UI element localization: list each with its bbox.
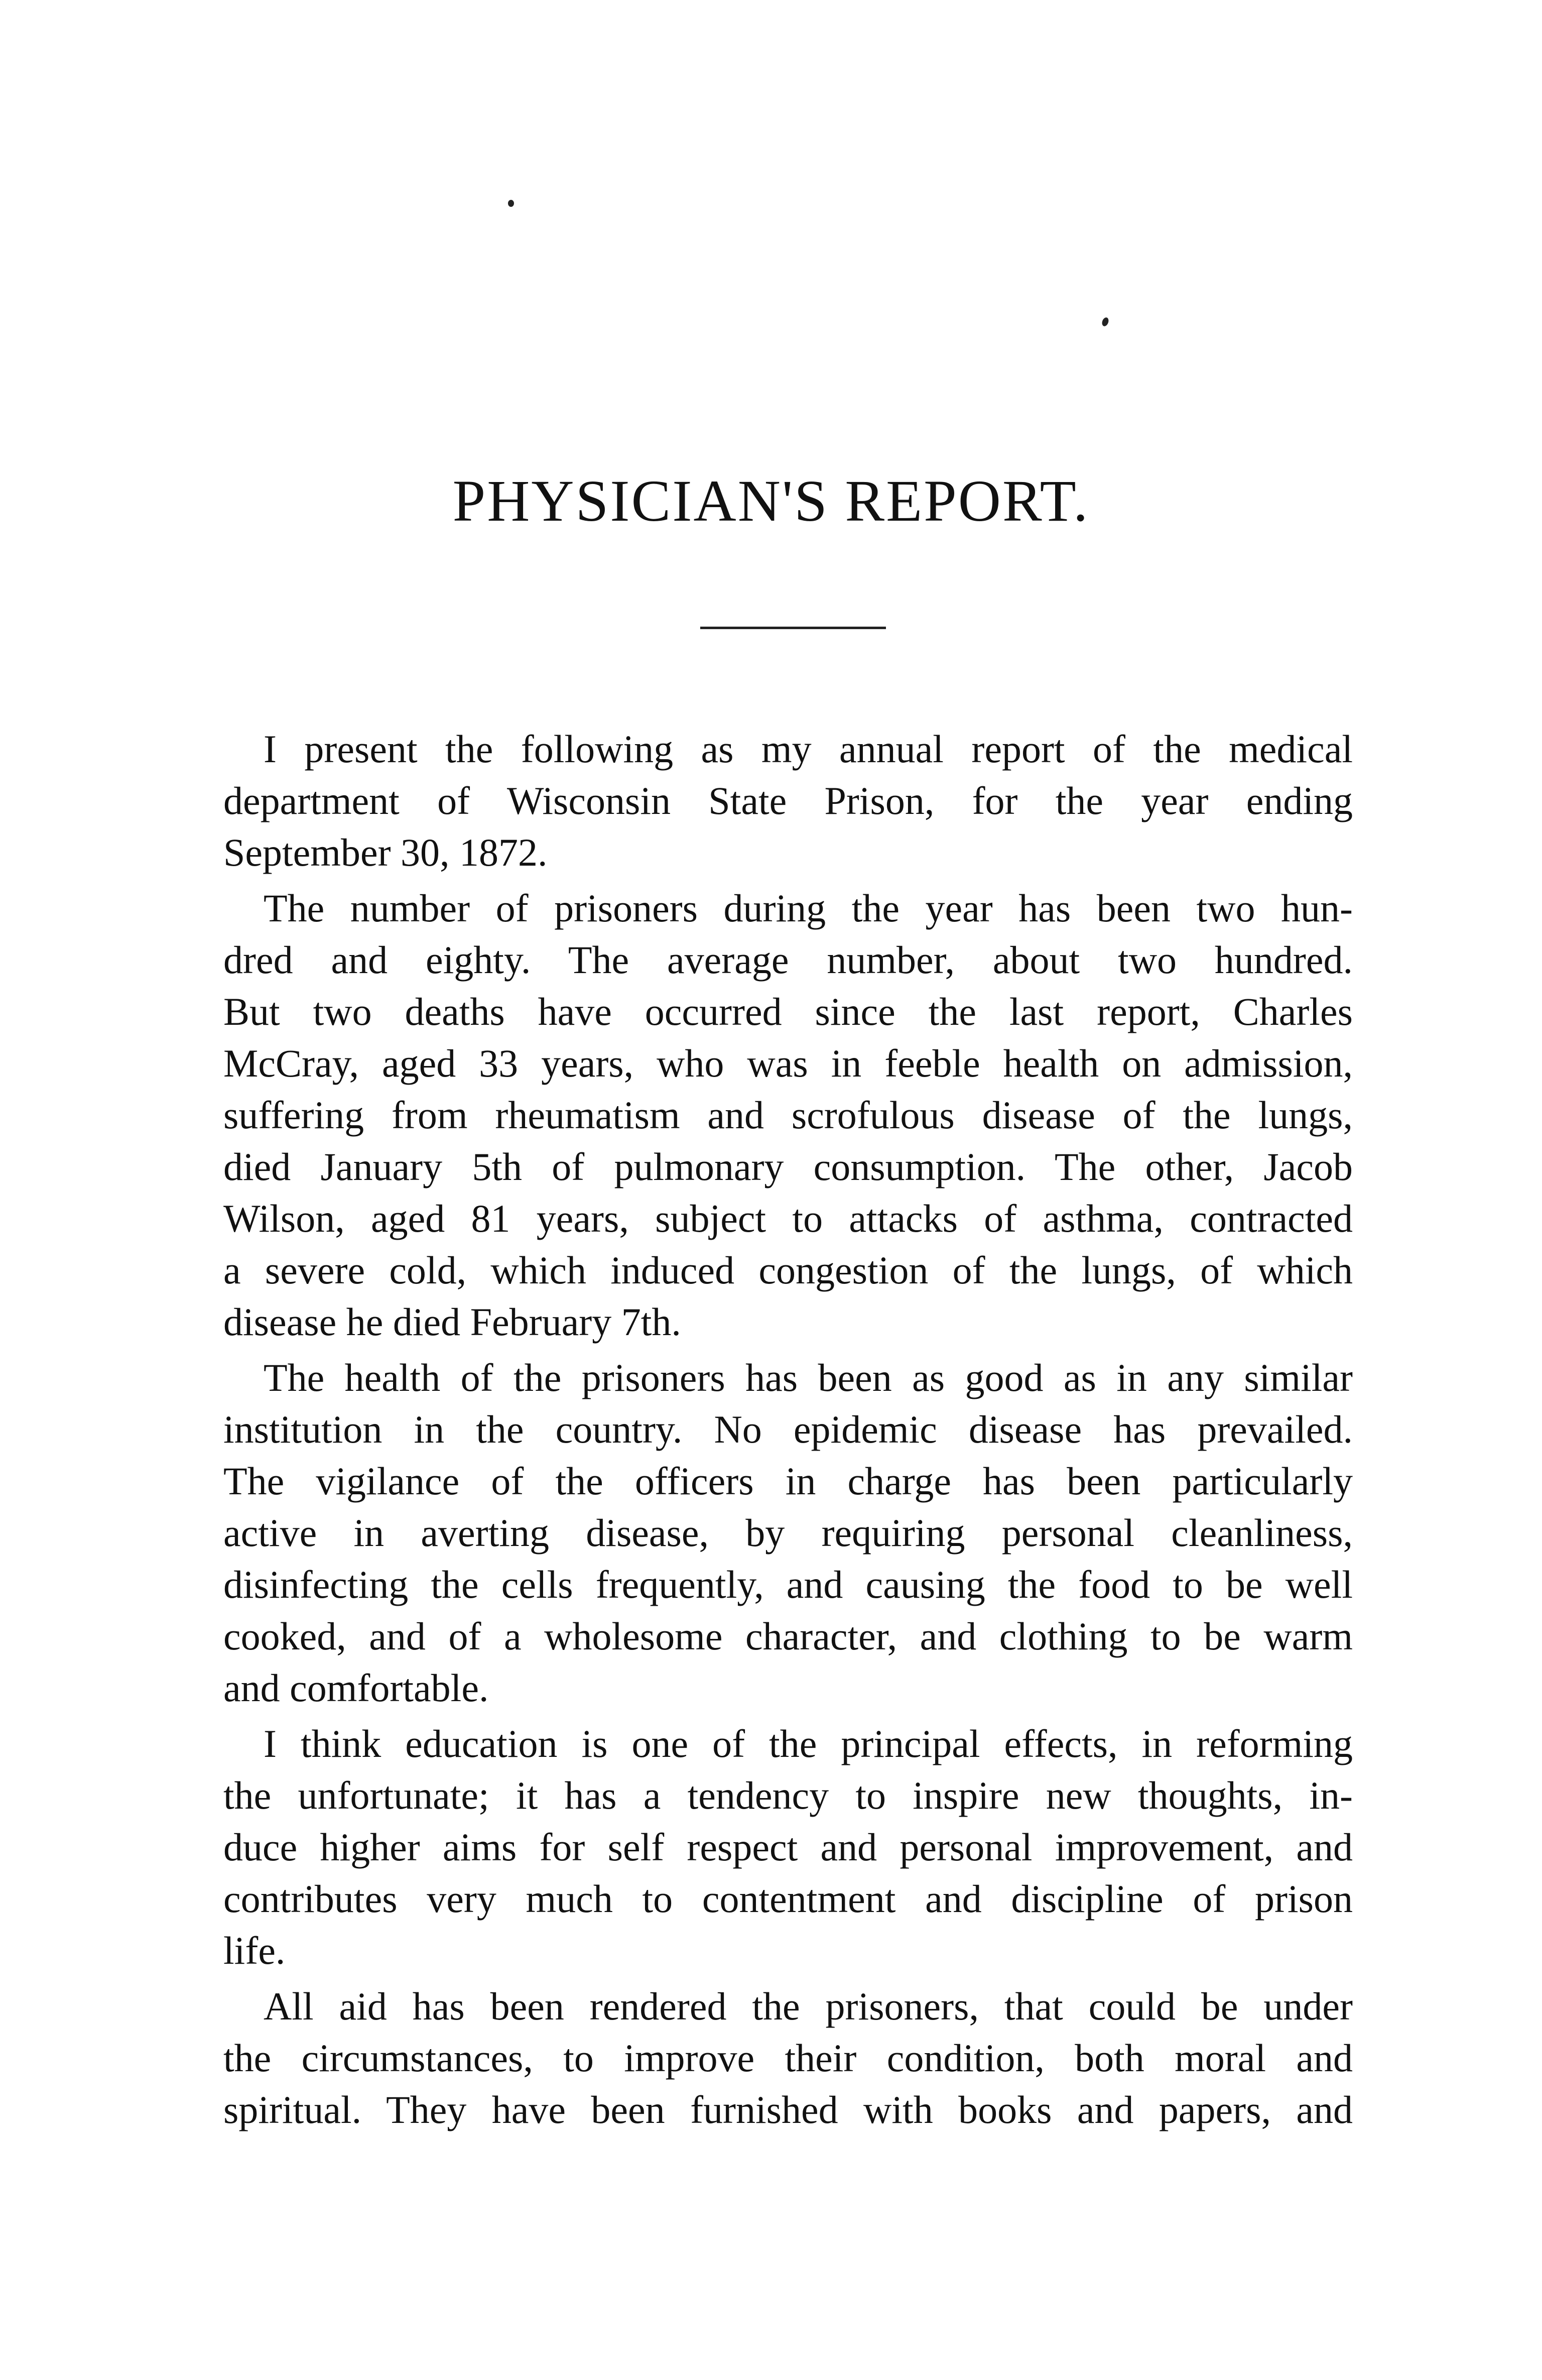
text-line: spiritual. They have been furnished with books and papers, and (223, 2088, 1353, 2131)
text-line: I think education is one of the principal effects, in reforming (264, 1722, 1353, 1765)
text-line: The vigilance of the officers in charge has been particularly (223, 1459, 1353, 1503)
print-speck (1101, 316, 1109, 327)
text-line: duce higher aims for self respect and personal improvement, and (223, 1825, 1353, 1869)
print-speck (508, 200, 514, 207)
paragraph (223, 882, 1353, 1348)
text-line: contributes very much to contentment and discipline of prison (223, 1877, 1353, 1921)
paragraph (223, 1718, 1353, 1976)
paragraph (223, 1980, 1353, 2135)
text-line: But two deaths have occurred since the last report, Charles (223, 990, 1353, 1033)
page-title: PHYSICIAN'S REPORT. (452, 468, 1090, 534)
text-line: active in averting disease, by requiring personal cleanliness, (223, 1511, 1353, 1555)
text-line: and comfortable. (223, 1666, 489, 1710)
text-line: suffering from rheumatism and scrofulous disease of the lungs, (223, 1093, 1353, 1137)
paragraph (223, 1352, 1353, 1714)
text-line: I present the following as my annual report of the medical (264, 727, 1353, 771)
text-line: disinfecting the cells frequently, and causing the food to be well (223, 1563, 1353, 1606)
text-line: died January 5th of pulmonary consumption. The other, Jacob (223, 1145, 1353, 1188)
text-line: life. (223, 1929, 286, 1972)
paragraph (223, 723, 1353, 878)
text-line: institution in the country. No epidemic disease has prevailed. (223, 1407, 1353, 1451)
report-body (223, 723, 1353, 2139)
text-line: the unfortunate; it has a tendency to inspire new thoughts, in- (223, 1773, 1353, 1817)
text-line: McCray, aged 33 years, who was in feeble health on admission, (223, 1041, 1353, 1085)
text-line: the circumstances, to improve their condition, both moral and (223, 2036, 1353, 2080)
text-line: dred and eighty. The average number, about two hundred. (223, 938, 1353, 982)
text-line: Wilson, aged 81 years, subject to attacks of asthma, contracted (223, 1197, 1353, 1240)
text-line: a severe cold, which induced congestion of the lungs, of which (223, 1248, 1353, 1292)
text-line: The number of prisoners during the year has been two hun- (264, 886, 1353, 930)
text-line: September 30, 1872. (223, 830, 548, 874)
text-line: cooked, and of a wholesome character, and clothing to be warm (223, 1614, 1353, 1658)
text-line: department of Wisconsin State Prison, for the year ending (223, 779, 1353, 822)
text-line: The health of the prisoners has been as good as in any similar (264, 1356, 1353, 1399)
title-divider (700, 627, 886, 629)
text-line: disease he died February 7th. (223, 1300, 681, 1344)
text-line: All aid has been rendered the prisoners, that could be under (264, 1984, 1353, 2028)
